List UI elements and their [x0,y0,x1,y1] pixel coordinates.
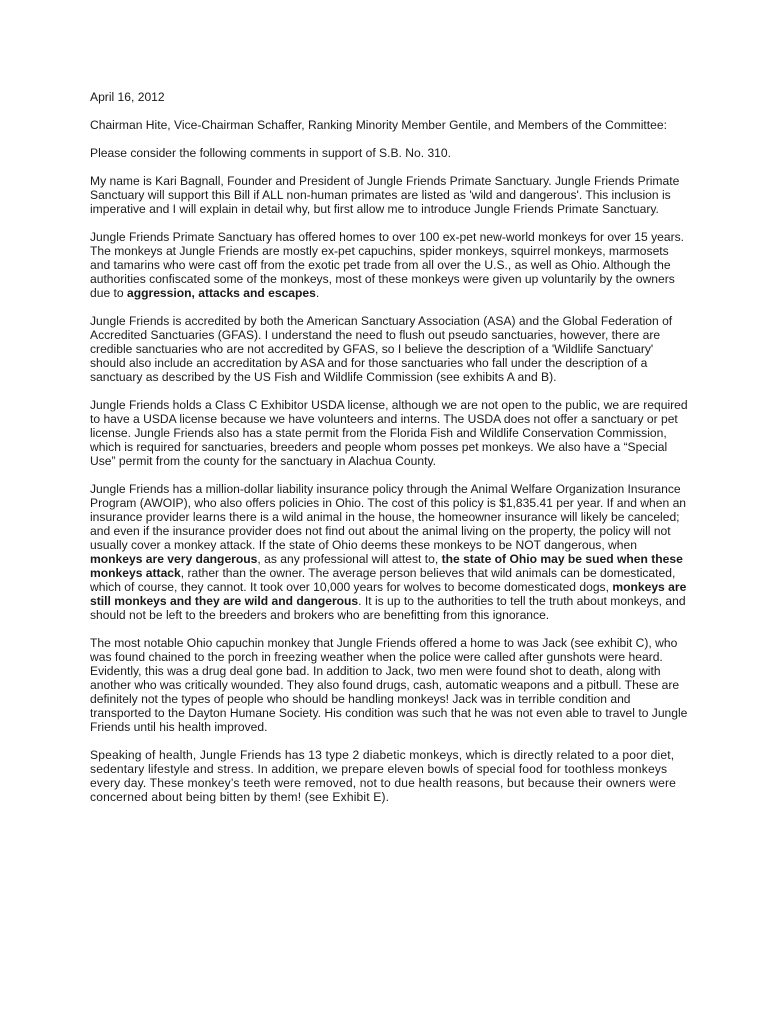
paragraph-licensing: Jungle Friends holds a Class C Exhibitor USDA license, although we are not open to the public, we are required to have a USDA license because we have volunteers and interns. The USDA does not offer a sanctuary or pet license. Jungle Friends also has a state permit from the Florida Fish and Wildlife Conservation Commission, which is required for sanctuaries, breeders and people whom posses pet monkeys. We also have a “Special Use” permit from the county for the sanctuary in Alachua County. [90,398,688,468]
paragraph-text: , rather than the owner. The average person believes that wild animals can be domesticated, which of course, they cannot. It took over 10,000 years for wolves to become domesticated dogs, [90,566,676,594]
paragraph-jack-story: The most notable Ohio capuchin monkey that Jungle Friends offered a home to was Jack (see exhibit C), who was found chained to the porch in freezing weather when the police were called after gunshots were heard. Evidently, this was a drug deal gone bad. In addition to Jack, two men were found shot to death, along with another who was critically wounded. They also found drugs, cash, automatic weapons and a pitbull. These are definitely not the types of people who should be handling monkeys! Jack was in terrible condition and transported to the Dayton Humane Society. His condition was such that he was not even able to travel to Jungle Friends until his health improved. [90,636,688,734]
bold-phrase: monkeys are still monkeys and they are wild and dangerous [90,580,687,608]
bold-phrase: the state of Ohio may be sued when these monkeys attack [90,552,683,580]
paragraph-text: . It is up to the authorities to tell the truth about monkeys, and should not be left to the breeders and brokers who are benefitting from this ignorance. [90,594,686,622]
paragraph-health: Speaking of health, Jungle Friends has 13 type 2 diabetic monkeys, which is directly related to a poor diet, sedentary lifestyle and stress. In addition, we prepare eleven bowls of special food for toothless monkeys every day. These monkey’s teeth were removed, not to due health reasons, but because their owners were concerned about being bitten by them! (see Exhibit E). [90,748,677,804]
letter-date: April 16, 2012 [90,90,165,104]
letter-page [90,90,690,818]
paragraph-sanctuary-history [90,230,690,300]
paragraph-introduction: My name is Kari Bagnall, Founder and President of Jungle Friends Primate Sanctuary. Jungle Friends Primate Sanctuary will support this Bill if ALL non-human primates are listed as 'wild and dangerous'. This inclusion is imperative and I will explain in detail why, but first allow me to introduce Jungle Friends Primate Sanctuary. [90,174,680,216]
letter-intro: Please consider the following comments in support of S.B. No. 310. [90,146,451,160]
bold-phrase: aggression, attacks and escapes [126,286,316,300]
paragraph-text: Jungle Friends has a million-dollar liability insurance policy through the Animal Welfare Organization Insurance Program (AWOIP), who also offers policies in Ohio. The cost of this policy is $1,835.41 per year. If and when an insurance provider learns there is a wild animal in the house, the homeowner insurance will likely be canceled; and even if the insurance provider does not find out about the animal living on the property, the policy will not usually cover a monkey attack. If the state of Ohio deems these monkeys to be NOT dangerous, when [90,482,687,552]
paragraph-text: Jungle Friends Primate Sanctuary has offered homes to over 100 ex-pet new-world monkeys for over 15 years. The monkeys at Jungle Friends are mostly ex-pet capuchins, spider monkeys, squirrel monkeys, marmosets and tamarins who were cast off from the exotic pet trade from all over the U.S., as well as Ohio. Although the authorities confiscated some of the monkeys, most of these monkeys were given up voluntarily by the owners due to [90,230,685,300]
paragraph-text: , as any professional will attest to, [257,552,442,566]
paragraph-insurance [90,482,690,622]
paragraph-text-end: . [315,286,320,300]
letter-salutation: Chairman Hite, Vice-Chairman Schaffer, Ranking Minority Member Gentile, and Members of the Committee: [90,118,667,132]
paragraph-accreditation: Jungle Friends is accredited by both the American Sanctuary Association (ASA) and the Global Federation of Accredited Sanctuaries (GFAS). I understand the need to flush out pseudo sanctuaries, however, there are credible sanctuaries who are not accredited by GFAS, so I believe the description of a 'Wildlife Sanctuary' should also include an accreditation by ASA and for those sanctuaries who fall under the description of a sanctuary as described by the US Fish and Wildlife Commission (see exhibits A and B). [90,314,673,384]
bold-phrase: monkeys are very dangerous [90,552,258,566]
